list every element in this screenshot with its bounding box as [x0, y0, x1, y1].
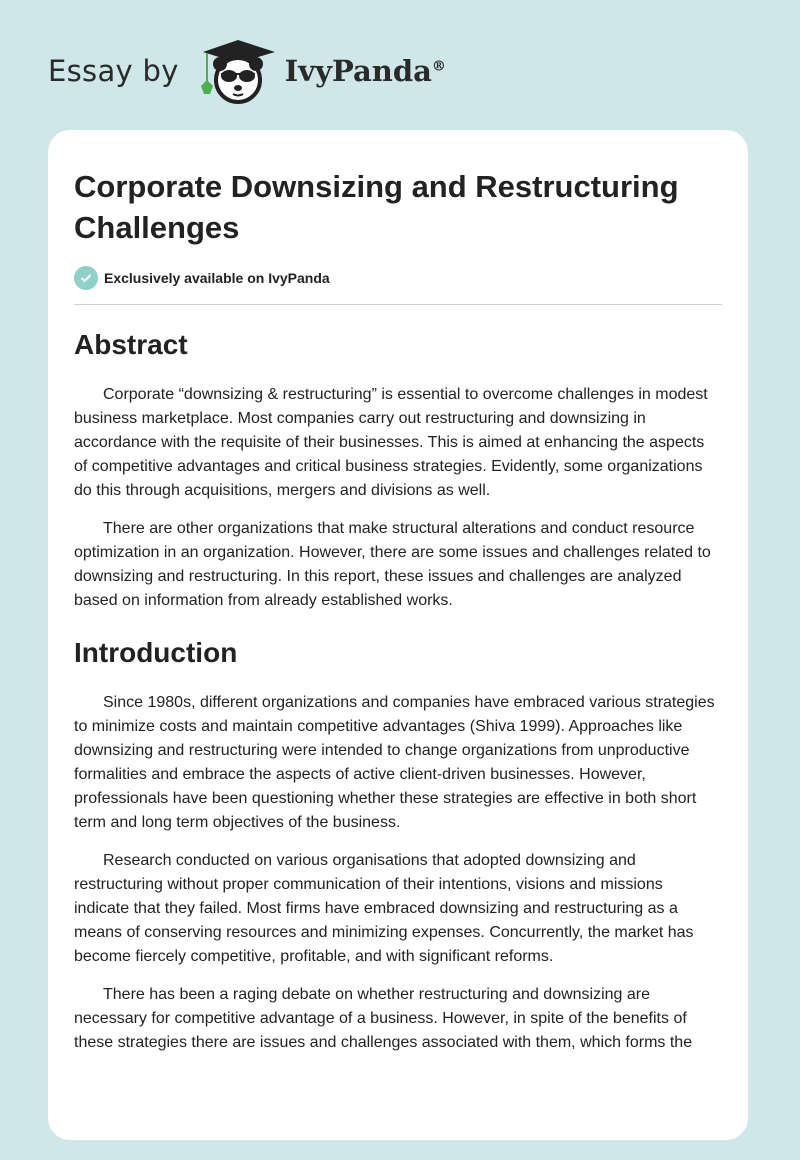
abstract-section [74, 327, 722, 613]
check-icon [74, 266, 98, 290]
section-heading: Abstract [74, 329, 188, 360]
introduction-section [74, 635, 722, 1055]
site-header [48, 36, 446, 106]
essay-card [48, 130, 748, 1140]
paragraph: Corporate “downsizing & restructuring” is essential to overcome challenges in modest business marketplace. Most companies carry out restructuring and downsizing in accordance with the requisite of their businesses. This is aimed at enhancing the aspects of competitive advantages and critical business strategies. Evidently, some organizations do this through acquisitions, mergers and divisions as well. [74, 386, 708, 499]
exclusive-label: Exclusively available on IvyPanda [104, 270, 330, 286]
essay-title: Corporate Downsizing and Restructuring Challenges [74, 169, 679, 245]
paragraph: There has been a raging debate on whether restructuring and downsizing are necessary for competitive advantage of a business. However, in spite of the benefits of these strategies there are issues and challenges associated with them, which forms the [74, 986, 693, 1051]
brand-text: IvyPanda [284, 54, 432, 88]
registered-mark: ® [431, 58, 446, 75]
brand-name[interactable] [285, 54, 446, 88]
paragraph: There are other organizations that make structural alterations and conduct resource optimization in an organization. However, there are some issues and challenges related to downsizing and restructuring. In this report, these issues and challenges are analyzed based on information from already established works. [74, 520, 711, 609]
paragraph: Research conducted on various organisations that adopted downsizing and restructuring without proper communication of their intentions, visions and missions indicate that they failed. Most firms have embraced downsizing and restructuring as a means of conserving resources and minimizing expenses. Concurrently, the market has become fiercely competitive, profitable, and with significant reforms. [74, 852, 694, 965]
exclusive-badge [74, 266, 722, 290]
section-heading: Introduction [74, 637, 238, 668]
paragraph: Since 1980s, different organizations and companies have embraced various strategies to minimize costs and maintain competitive advantages (Shiva 1999). Approaches like downsizing and restructuring were intended to change organizations from unproductive formalities and embrace the aspects of active client-driven businesses. However, professionals have been questioning whether these strategies are effective in both short term and long term objectives of the business. [74, 694, 715, 831]
panda-logo-icon[interactable] [193, 36, 283, 106]
essay-by-label: Essay by [48, 54, 179, 88]
divider [74, 304, 722, 305]
